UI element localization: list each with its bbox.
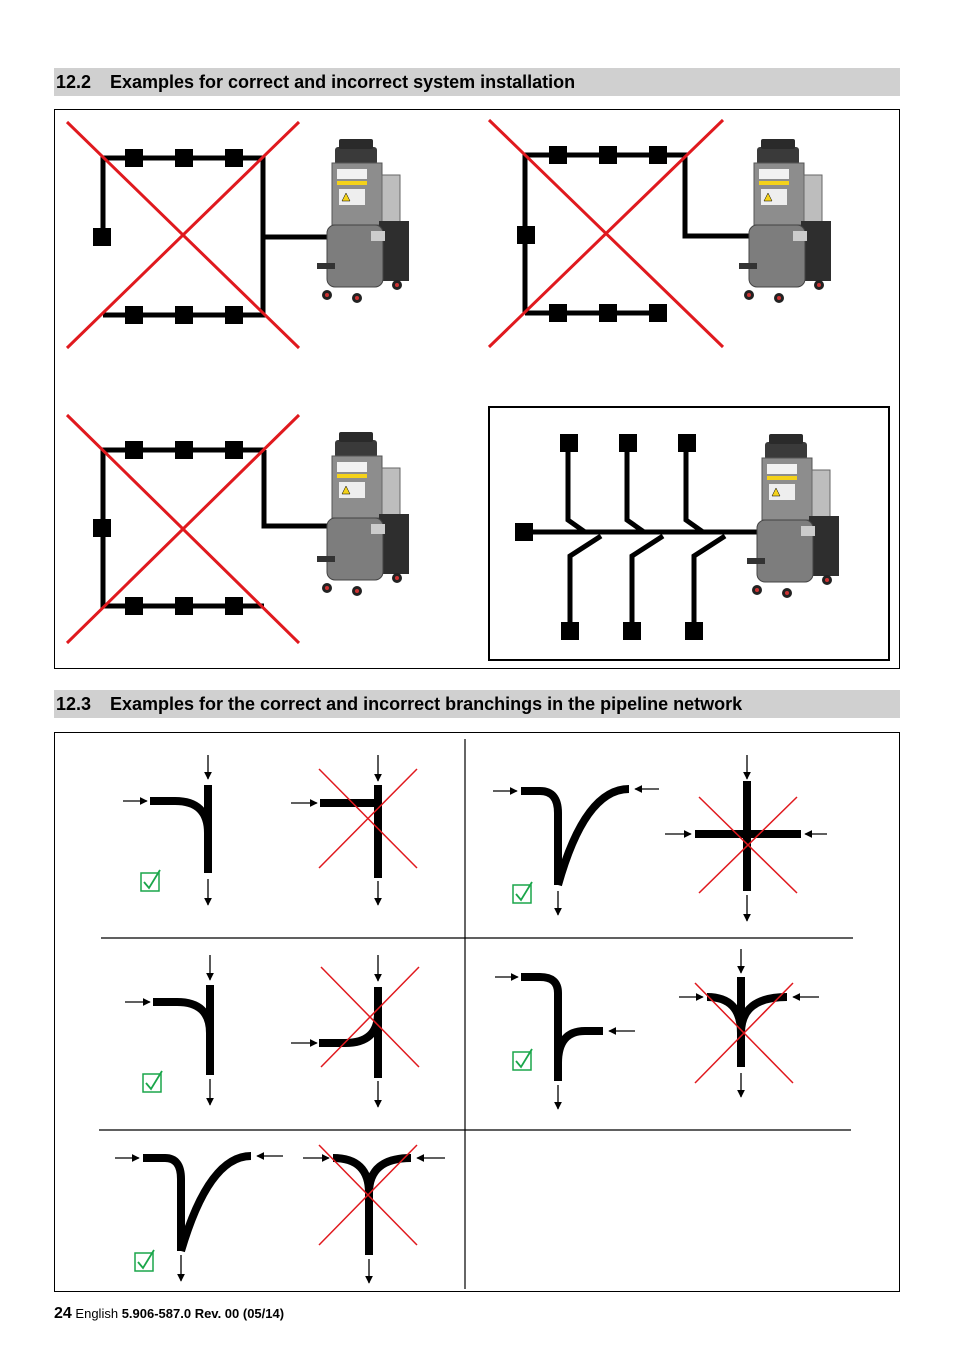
branch-4-incorrect <box>679 949 819 1097</box>
installation-example-2 <box>489 120 831 347</box>
branch-1-correct <box>123 755 208 905</box>
vacuum-machine-icon <box>739 139 831 303</box>
branch-3-incorrect <box>291 955 419 1107</box>
section-12-2-heading <box>54 68 900 96</box>
section-title: Examples for the correct and incorrect branchings in the pipeline network <box>110 694 743 714</box>
vacuum-machine-icon <box>317 139 409 303</box>
cross-icon <box>321 967 419 1067</box>
document-reference: 5.906-587.0 Rev. 00 (05/14) <box>121 1306 285 1321</box>
flow-arrow-icon <box>123 755 208 905</box>
flow-arrow-icon <box>291 755 378 905</box>
branch-2-incorrect <box>665 755 827 921</box>
section-title: Examples for correct and incorrect system installation <box>110 72 576 92</box>
check-icon <box>143 1071 162 1092</box>
cross-icon <box>319 769 417 868</box>
flow-arrow-icon <box>115 1156 283 1281</box>
installation-examples-panel <box>54 109 900 669</box>
page-footer <box>54 1305 284 1323</box>
flow-arrow-icon <box>679 949 819 1097</box>
section-12-3-heading <box>54 690 900 718</box>
section-number: 12.2 <box>56 72 92 92</box>
installation-example-3 <box>67 415 409 643</box>
branch-4-correct <box>495 977 635 1109</box>
branch-5-incorrect <box>303 1145 445 1283</box>
branching-examples-panel <box>54 732 900 1292</box>
footer-language: English <box>75 1306 119 1321</box>
installation-example-4-correct <box>489 407 889 660</box>
check-icon <box>135 1250 154 1271</box>
installation-diagrams <box>55 110 901 670</box>
branching-diagrams <box>55 733 901 1293</box>
branch-2-correct <box>493 789 659 915</box>
section-number: 12.3 <box>56 694 92 714</box>
branch-3-correct <box>125 955 210 1105</box>
vacuum-machine-icon <box>747 434 839 598</box>
flow-arrow-icon <box>291 955 378 1107</box>
check-icon <box>141 870 160 891</box>
page-number: 24 <box>54 1305 72 1322</box>
check-icon <box>513 882 532 903</box>
branch-1-incorrect <box>291 755 417 905</box>
vacuum-machine-icon <box>317 432 409 596</box>
flow-arrow-icon <box>125 955 210 1105</box>
installation-example-1 <box>67 122 409 348</box>
check-icon <box>513 1049 532 1070</box>
branch-5-correct <box>115 1156 283 1281</box>
